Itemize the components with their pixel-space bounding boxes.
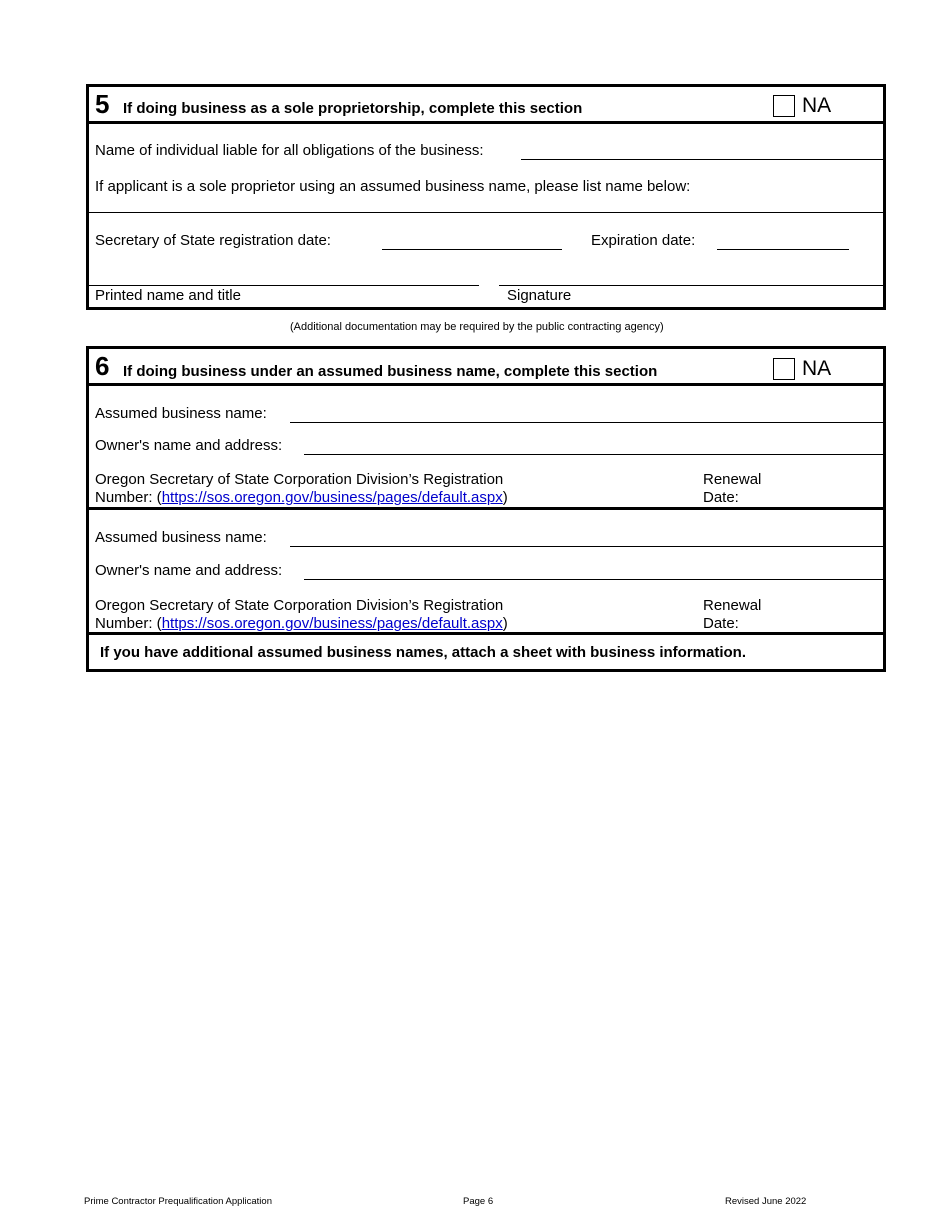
footer-form-title: Prime Contractor Prequalification Application [84,1196,272,1207]
registration-suffix: ) [502,489,508,506]
section-6-number: 6 [95,351,110,381]
section-5-number: 5 [95,89,110,119]
entry-divider [89,507,883,510]
footer-page-number: Page 6 [463,1196,494,1207]
section-6 [86,346,886,672]
section-5-title: If doing business as a sole proprietorship, complete this section [123,100,583,117]
additional-names-note: If you have additional assumed business names, attach a sheet with business information. [100,644,746,661]
renewal-label: Renewal [703,597,762,614]
sos-registration-link[interactable]: https://sos.oregon.gov/business/pages/default.aspx [161,489,503,506]
signature-field[interactable] [499,285,883,286]
assumed-name-label: Assumed business name: [95,405,267,422]
expiration-date-label: Expiration date: [591,232,696,249]
section-5-na-checkbox[interactable] [773,95,795,117]
owner-name-field[interactable] [304,454,883,455]
owner-name-label: Owner's name and address: [95,437,283,454]
section-6-na-label: NA [802,357,832,380]
registration-prefix: Number: ( [95,615,162,632]
renewal-date-label: Date: [703,489,739,506]
section-5-na-label: NA [802,94,832,117]
assumed-name-field[interactable] [290,422,883,423]
registration-label: Oregon Secretary of State Corporation Division’s Registration [95,597,504,614]
registration-number-line [95,489,508,506]
section-6-title: If doing business under an assumed business name, complete this section [123,363,658,380]
expiration-date-field[interactable] [717,249,849,250]
individual-liable-field[interactable] [521,159,883,160]
registration-prefix: Number: ( [95,489,162,506]
section-6-na-checkbox[interactable] [773,358,795,380]
assumed-name-label: Assumed business name: [95,529,267,546]
section-5-divider [89,212,883,213]
footer-revision-date: Revised June 2022 [725,1196,807,1207]
section-5 [86,84,886,310]
registration-number-line [95,615,508,632]
owner-name-field[interactable] [304,579,883,580]
entry-divider [89,632,883,635]
registration-date-label: Secretary of State registration date: [95,232,331,249]
owner-name-label: Owner's name and address: [95,562,283,579]
section-5-header [89,87,883,124]
assumed-name-prompt: If applicant is a sole proprietor using an assumed business name, please list name below: [95,178,691,195]
section-6-header [89,349,883,386]
renewal-date-label: Date: [703,615,739,632]
assumed-name-field[interactable] [290,546,883,547]
registration-suffix: ) [502,615,508,632]
additional-documentation-note: (Additional documentation may be required by the public contracting agency) [290,321,664,333]
sos-registration-link[interactable]: https://sos.oregon.gov/business/pages/default.aspx [161,615,503,632]
signature-label: Signature [507,287,572,304]
individual-liable-label: Name of individual liable for all obligations of the business: [95,142,484,159]
renewal-label: Renewal [703,471,762,488]
registration-label: Oregon Secretary of State Corporation Division’s Registration [95,471,504,488]
printed-name-field[interactable] [89,285,479,286]
registration-date-field[interactable] [382,249,562,250]
printed-name-label: Printed name and title [95,287,241,304]
